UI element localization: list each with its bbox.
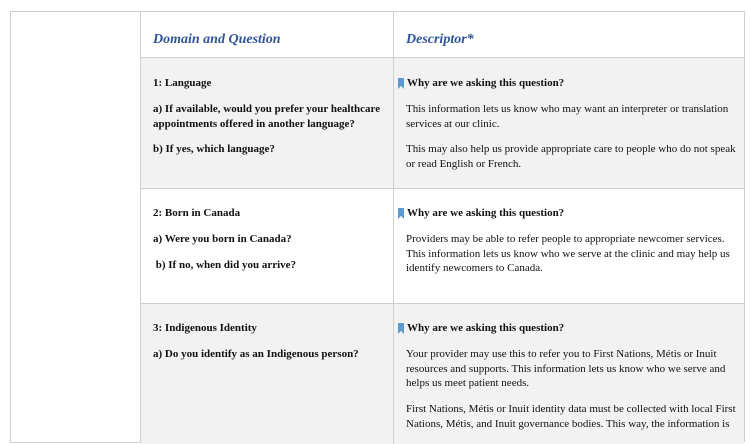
header-cell-descriptor [393,12,745,57]
domain-title: 2: Born in Canada [153,207,241,219]
descriptor-paragraph: This information lets us know who may want an interpreter or translation services at our clinic. [406,103,729,130]
why-heading [398,76,564,91]
table-row-born-in-canada [141,189,744,304]
descriptor-paragraph: Providers may be able to refer people to appropriate newcomer services. This information lets us know who we serve at the clinic and may help us identify newcomers to Canada. [406,233,730,274]
left-margin-column [10,11,142,443]
question-text: a) Do you identify as an Indigenous person? [153,348,359,360]
descriptor-paragraph: This may also help us provide appropriate care to people who do not speak or read English or French. [406,143,736,170]
descriptor-cell [393,304,745,444]
question-text: a) Were you born in Canada? [153,233,292,245]
why-heading [398,321,564,336]
why-heading [398,206,564,221]
table-row-language [141,58,744,189]
bookmark-icon [398,323,404,334]
descriptor-paragraph: Your provider may use this to refer you to First Nations, Métis or Inuit resources and supports. This information lets us know who we serve and helps us meet patient needs. [406,348,726,389]
question-cell [141,304,392,444]
why-heading-text: Why are we asking this question? [407,77,565,89]
table-row-indigenous-identity [141,304,744,444]
bookmark-icon [398,208,404,219]
why-heading-text: Why are we asking this question? [407,322,565,334]
descriptor-cell [393,189,745,303]
question-cell [141,189,392,303]
question-text: b) If no, when did you arrive? [153,259,297,271]
why-heading-text: Why are we asking this question? [407,207,565,219]
domain-title: 3: Indigenous Identity [153,322,257,334]
table-header-row [141,12,744,58]
descriptor-paragraph: First Nations, Métis or Inuit identity data must be collected with local First Nations, Métis, and Inuit governance bodies. This way, the information is [406,403,736,430]
question-text: b) If yes, which language? [153,143,275,155]
header-descriptor: Descriptor* [406,32,474,47]
domain-title: 1: Language [153,77,212,89]
question-text: a) If available, would you prefer your healthcare appointments offered in another language? [153,103,381,130]
question-table [140,11,745,442]
bookmark-icon [398,78,404,89]
header-cell-domain [141,12,392,57]
descriptor-cell [393,58,745,188]
header-domain-question: Domain and Question [153,32,281,47]
question-cell [141,58,392,188]
